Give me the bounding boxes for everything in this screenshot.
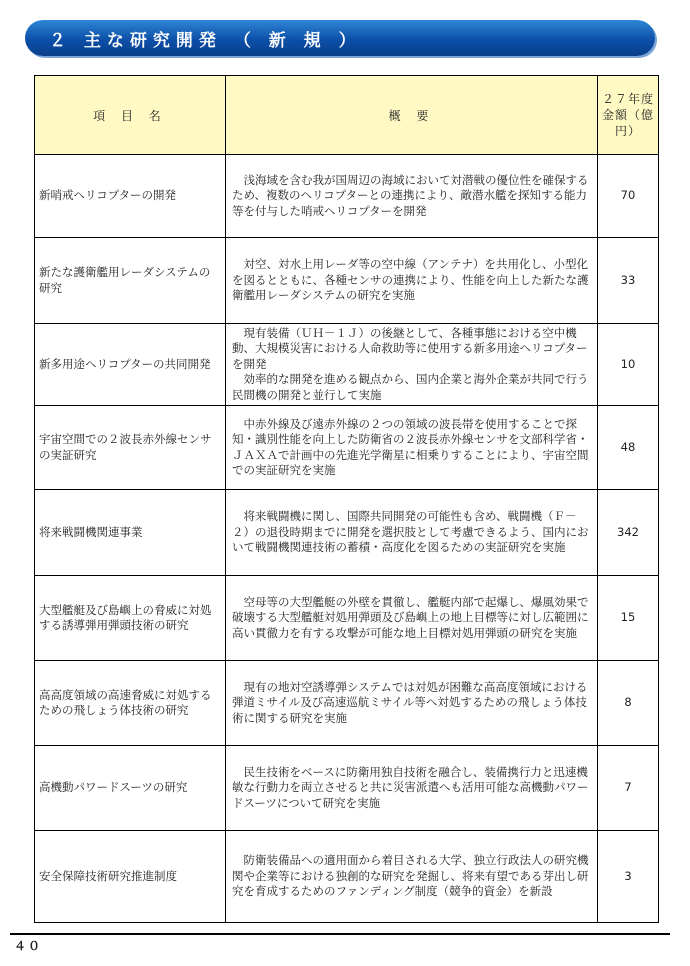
table-row	[35, 746, 659, 831]
header-summary: 概 要	[226, 76, 598, 155]
item-summary: 空母等の大型艦艇の外壁を貫徹し、艦艇内部で起爆し、爆風効果で破壊する大型艦艇対処用弾頭及び島嶼上の地上目標等に対し広範囲に高い貫徹力を有する攻撃が可能な地上目標対処用弾頭の研究を実施	[226, 576, 598, 661]
item-summary: 対空、対水上用レーダ等の空中線（アンテナ）を共用化し、小型化を図るとともに、各種センサの連携により、性能を向上した新たな護衛艦用レーダシステムの研究を実施	[226, 238, 598, 324]
item-summary-para-1: 現有装備（ＵＨ－１Ｊ）の後継として、各種事態における空中機動、大規模災害における人命救助等に使用する新多用途ヘリコプターを開発	[232, 325, 588, 371]
table-row	[35, 490, 659, 576]
section-title: ２ 主な研究開発 （ 新 規 ）	[49, 31, 362, 51]
item-summary	[226, 324, 598, 406]
item-name: 大型艦艇及び島嶼上の脅威に対処する誘導弾用弾頭技術の研究	[35, 576, 226, 661]
item-summary: 防衛装備品への適用面から着目される大学、独立行政法人の研究機関や企業等における独創的な研究を発掘し、将来有望である芽出し研究を育成するためのファンディング制度（競争的資金）を新設	[226, 831, 598, 923]
item-amount: 3	[598, 831, 659, 923]
item-name: 新哨戒ヘリコプターの開発	[35, 155, 226, 238]
table-row	[35, 661, 659, 746]
table-row	[35, 576, 659, 661]
item-amount: 7	[598, 746, 659, 831]
table-row	[35, 238, 659, 324]
item-amount: 15	[598, 576, 659, 661]
item-summary: 浅海域を含む我が国周辺の海域において対潜戦の優位性を確保するため、複数のヘリコプターとの連携により、敵潜水艦を探知する能力等を付与した哨戒ヘリコプターを開発	[226, 155, 598, 238]
item-name: 安全保障技術研究推進制度	[35, 831, 226, 923]
table-row	[35, 324, 659, 406]
item-amount: 8	[598, 661, 659, 746]
item-amount: 33	[598, 238, 659, 324]
page-divider	[10, 933, 670, 935]
item-summary: 民生技術をベースに防衛用独自技術を融合し、装備携行力と迅速機敏な行動力を両立させると共に災害派遣へも活用可能な高機動パワードスーツについて研究を実施	[226, 746, 598, 831]
research-table	[34, 75, 659, 923]
page-number: ４０	[14, 939, 43, 953]
item-name: 高機動パワードスーツの研究	[35, 746, 226, 831]
item-name: 宇宙空間での２波長赤外線センサの実証研究	[35, 406, 226, 490]
item-amount: 10	[598, 324, 659, 406]
table-header-row	[35, 76, 659, 155]
item-name: 新多用途ヘリコプターの共同開発	[35, 324, 226, 406]
table-row	[35, 831, 659, 923]
table-row	[35, 155, 659, 238]
section-banner	[25, 20, 655, 56]
item-amount: 70	[598, 155, 659, 238]
item-amount: 48	[598, 406, 659, 490]
item-amount: 342	[598, 490, 659, 576]
header-amount: ２７年度金額（億円）	[598, 76, 659, 155]
item-name: 将来戦闘機関連事業	[35, 490, 226, 576]
item-name: 新たな護衛艦用レーダシステムの研究	[35, 238, 226, 324]
table-row	[35, 406, 659, 490]
item-summary: 将来戦闘機に関し、国際共同開発の可能性も含め、戦闘機（Ｆ－２）の退役時期までに開発を選択肢として考慮できるよう、国内において戦闘機関連技術の蓄積・高度化を図るための実証研究を実施	[226, 490, 598, 576]
header-item: 項 目 名	[35, 76, 226, 155]
item-summary: 中赤外線及び遠赤外線の２つの領域の波長帯を使用することで探知・識別性能を向上した防衛省の２波長赤外線センサを文部科学省・ＪＡＸＡで計画中の先進光学衛星に相乗りすることにより、宇宙空間での実証研究を実施	[226, 406, 598, 490]
item-summary: 現有の地対空誘導弾システムでは対処が困難な高高度領域における弾道ミサイル及び高速巡航ミサイル等へ対処するための飛しょう体技術に関する研究を実施	[226, 661, 598, 746]
item-name: 高高度領域の高速脅威に対処するための飛しょう体技術の研究	[35, 661, 226, 746]
item-summary-para-2: 効率的な開発を進める観点から、国内企業と海外企業が共同で行う民間機の開発と並行して実施	[232, 372, 589, 402]
